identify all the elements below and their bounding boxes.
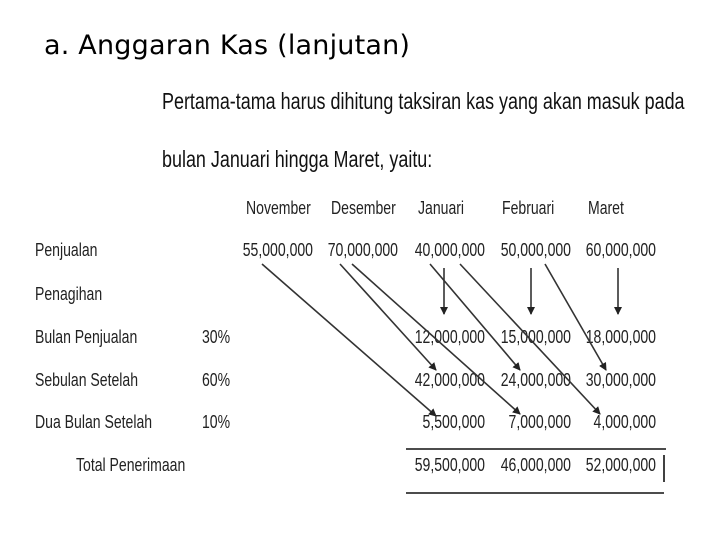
total-maret: 52,000,000 bbox=[585, 455, 656, 475]
sales-desember: 70,000,000 bbox=[327, 240, 398, 260]
pct-bulan-penjualan: 30% bbox=[202, 327, 231, 347]
total-januari: 59,500,000 bbox=[414, 455, 485, 475]
cell-r3-januari: 5,500,000 bbox=[422, 412, 485, 432]
cell-r3-maret: 4,000,000 bbox=[593, 412, 656, 432]
cell-r2-februari: 24,000,000 bbox=[500, 370, 571, 390]
total-februari: 46,000,000 bbox=[500, 455, 571, 475]
arrow-jan-to-mar-r3 bbox=[460, 264, 600, 414]
pct-dua-bulan-setelah: 10% bbox=[202, 412, 231, 432]
header-maret: Maret bbox=[588, 198, 624, 218]
sales-januari: 40,000,000 bbox=[414, 240, 485, 260]
label-bulan-penjualan: Bulan Penjualan bbox=[35, 327, 138, 347]
sales-februari: 50,000,000 bbox=[500, 240, 571, 260]
label-sebulan-setelah: Sebulan Setelah bbox=[35, 370, 139, 390]
arrow-feb-to-mar-r2 bbox=[545, 264, 606, 370]
label-dua-bulan-setelah: Dua Bulan Setelah bbox=[35, 412, 153, 432]
cell-r3-februari: 7,000,000 bbox=[508, 412, 571, 432]
label-penjualan: Penjualan bbox=[35, 240, 98, 260]
label-penagihan: Penagihan bbox=[35, 284, 103, 304]
cell-r1-maret: 18,000,000 bbox=[585, 327, 656, 347]
pct-sebulan-setelah: 60% bbox=[202, 370, 231, 390]
arrow-des-to-feb-r3 bbox=[352, 264, 520, 414]
cell-r1-januari: 12,000,000 bbox=[414, 327, 485, 347]
intro-line-2: bulan Januari hingga Maret, yaitu: bbox=[162, 146, 433, 172]
label-total-penerimaan: Total Penerimaan bbox=[76, 455, 186, 475]
header-november: November bbox=[246, 198, 311, 218]
header-januari: Januari bbox=[418, 198, 465, 218]
cell-r2-januari: 42,000,000 bbox=[414, 370, 485, 390]
intro-line-1: Pertama-tama harus dihitung taksiran kas yang akan masuk pada bbox=[162, 88, 685, 114]
header-februari: Februari bbox=[502, 198, 555, 218]
cell-r2-maret: 30,000,000 bbox=[585, 370, 656, 390]
slide-title: a. Anggaran Kas (lanjutan) bbox=[44, 30, 411, 61]
sales-maret: 60,000,000 bbox=[585, 240, 656, 260]
sales-november: 55,000,000 bbox=[242, 240, 313, 260]
cell-r1-februari: 15,000,000 bbox=[500, 327, 571, 347]
arrow-des-to-jan-r2 bbox=[340, 264, 436, 370]
header-desember: Desember bbox=[331, 198, 396, 218]
